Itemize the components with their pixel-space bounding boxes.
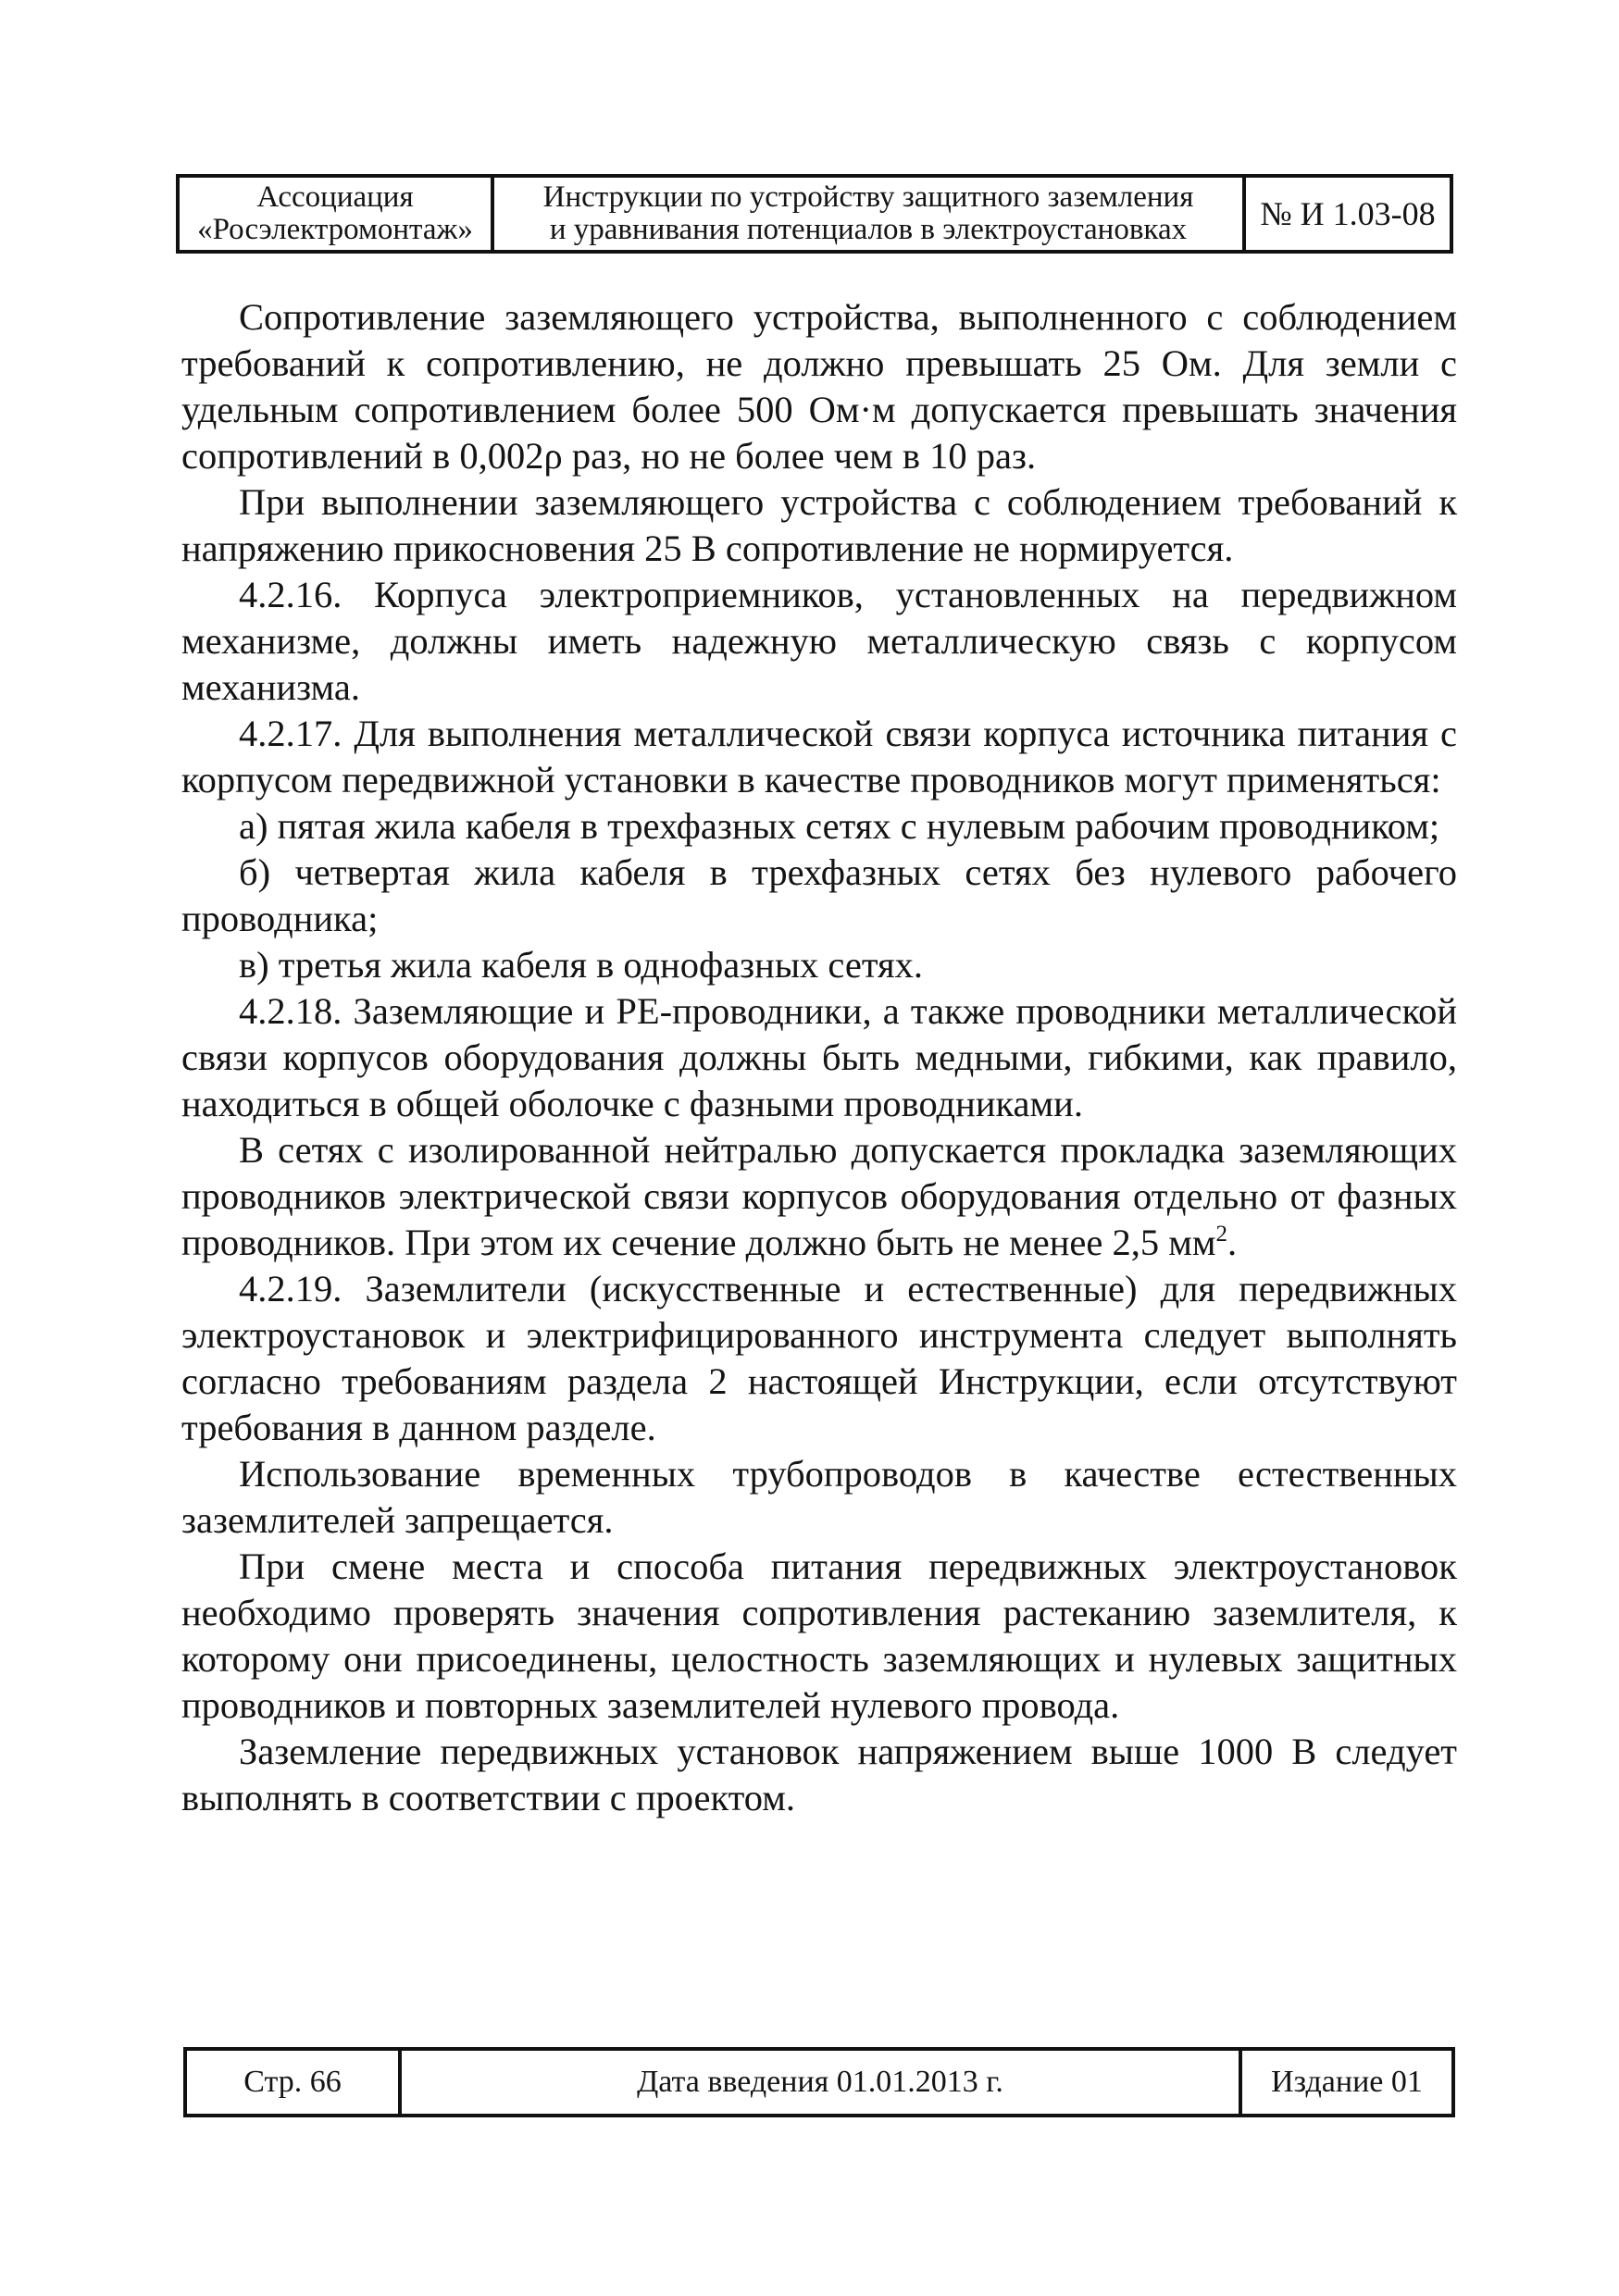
paragraph-resistance-limit: Сопротивление заземляющего устройства, выполненного с соблюдением требований к сопротивлению, не должно превышать 25 Ом. Для земли с удельным сопротивлением более 500 Ом·м допускается превышать значения сопротивлений в 0,002ρ раз, но не более чем в 10 раз. bbox=[181, 296, 1457, 477]
introduction-date: Дата введения 01.01.2013 г. bbox=[398, 2051, 1239, 2114]
organization-cell bbox=[180, 178, 491, 250]
paragraph-isolated-neutral-text: В сетях с изолированной нейтралью допускается прокладка заземляющих проводников электрической связи корпусов оборудования отдельно от фазных проводников. При этом их сечение должно быть не менее 2,5 мм bbox=[181, 1129, 1457, 1263]
paragraph-over-1000v: Заземление передвижных установок напряжением выше 1000 В следует выполнять в соответствии с проектом. bbox=[181, 1731, 1457, 1818]
document-header bbox=[176, 174, 1453, 254]
paragraph-4-2-19: 4.2.19. Заземлители (искусственные и естественные) для передвижных электроустановок и электрифицированного инструмента следует выполнять согласно требованиям раздела 2 настоящей Инструкции, если отсутствуют требования в данном разделе. bbox=[181, 1268, 1457, 1448]
paragraph-isolated-neutral bbox=[181, 1127, 1457, 1266]
list-item-v: в) третья жила кабеля в однофазных сетях. bbox=[239, 944, 924, 986]
paragraph-temporary-pipes: Использование временных трубопроводов в качестве естественных заземлителей запрещается. bbox=[181, 1453, 1457, 1541]
list-item-a: а) пятая жила кабеля в трехфазных сетях с нулевым рабочим проводником; bbox=[239, 805, 1440, 847]
page-body bbox=[181, 294, 1457, 1821]
list-item-b: б) четвертая жила кабеля в трехфазных сетях без нулевого рабочего проводника; bbox=[181, 851, 1457, 939]
paragraph-power-change: При смене места и способа питания передвижных электроустановок необходимо проверять значения сопротивления растеканию заземлителя, к которому они присоединены, целостность заземляющих и нулевых защитных проводников и повторных заземлителей нулевого провода. bbox=[181, 1545, 1457, 1726]
paragraph-4-2-18: 4.2.18. Заземляющие и PE-проводники, а также проводники металлической связи корпусов оборудования должны быть медными, гибкими, как правило, находиться в общей оболочке с фазными проводниками. bbox=[181, 990, 1457, 1124]
edition-number: Издание 01 bbox=[1239, 2051, 1451, 2114]
page-number: Стр. 66 bbox=[243, 2065, 342, 2099]
document-number-cell bbox=[1242, 178, 1450, 250]
paragraph-4-2-17: 4.2.17. Для выполнения металлической связи корпуса источника питания с корпусом передвижной установки в качестве проводников могут применяться: bbox=[181, 713, 1457, 800]
document-footer bbox=[183, 2047, 1455, 2117]
superscript-2: 2 bbox=[1215, 1222, 1227, 1247]
organization-brand: «Росэлектромонтаж» bbox=[197, 213, 473, 246]
document-number: № И 1.03-08 bbox=[1260, 195, 1436, 232]
sentence-end: . bbox=[1227, 1222, 1238, 1263]
paragraph-4-2-16: 4.2.16. Корпуса электроприемников, установленных на передвижном механизме, должны иметь надежную металлическую связь с корпусом механизма. bbox=[181, 574, 1457, 708]
paragraph-touch-voltage: При выполнении заземляющего устройства с соблюдением требований к напряжению прикосновения 25 В сопротивление не нормируется. bbox=[181, 481, 1457, 569]
organization-name: Ассоциация bbox=[256, 180, 414, 214]
document-title-line-2: и уравнивания потенциалов в электроустановках bbox=[549, 213, 1188, 246]
document-title-cell bbox=[491, 178, 1242, 250]
document-title-line-1: Инструкции по устройству защитного заземления bbox=[542, 180, 1194, 214]
